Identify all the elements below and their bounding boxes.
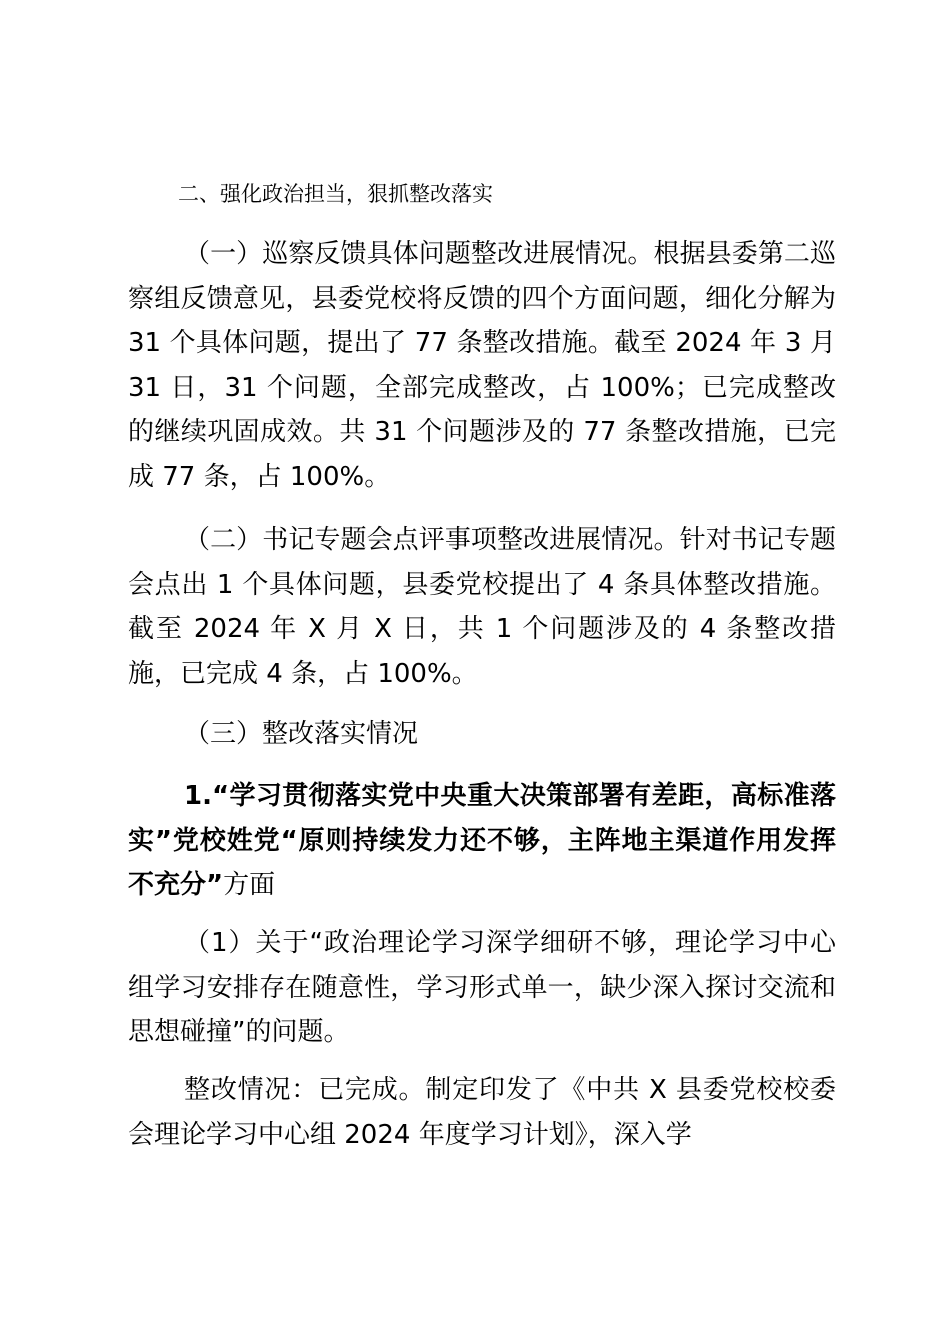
section-heading: 二、强化政治担当，狠抓整改落实 bbox=[178, 182, 493, 206]
item-1-bold-title: 1.“学习贯彻落实党中央重大决策部署有差距，高标准落实”党校姓党“原则持续发力还不够，主阵地主渠道作用发挥不充分” bbox=[128, 781, 836, 901]
item-1-suffix: 方面 bbox=[223, 870, 276, 901]
implementation-subheading: （三）整改落实情况 bbox=[184, 719, 419, 749]
item-1-paragraph bbox=[128, 774, 836, 908]
inspection-progress-paragraph: （一）巡察反馈具体问题整改进展情况。根据县委第二巡察组反馈意见，县委党校将反馈的四个方面问题，细化分解为 31 个具体问题，提出了 77 条整改措施。截至 2024 年 3 月 31 日，31 个问题，全部完成整改，占 100%；已完成整改的继续巩固成效。共 31 个问题涉及的 77 条整改措施，已完成 77 条，占 100%。 bbox=[128, 239, 836, 492]
secretary-meeting-paragraph: （二）书记专题会点评事项整改进展情况。针对书记专题会点出 1 个具体问题，县委党校提出了 4 条具体整改措施。截至 2024 年 X 月 X 日，共 1 个问题涉及的 4 条整改措施，已完成 4 条，占 100%。 bbox=[128, 525, 836, 689]
sub-item-1-paragraph: （1）关于“政治理论学习深学细研不够，理论学习中心组学习安排存在随意性，学习形式单一，缺少深入探讨交流和思想碰撞”的问题。 bbox=[128, 928, 836, 1048]
rectification-paragraph: 整改情况：已完成。制定印发了《中共 X 县委党校校委会理论学习中心组 2024 年度学习计划》，深入学 bbox=[128, 1075, 836, 1150]
